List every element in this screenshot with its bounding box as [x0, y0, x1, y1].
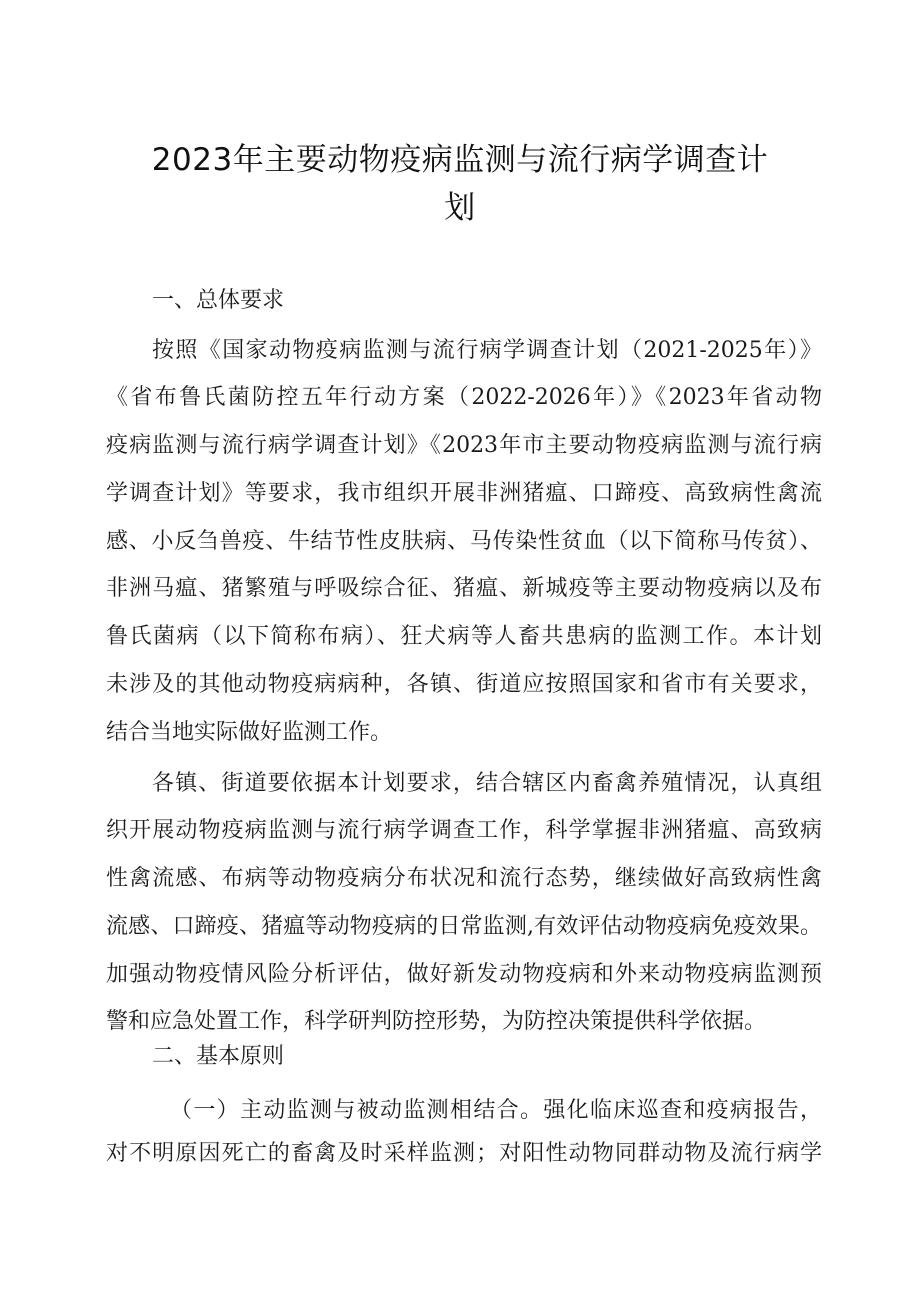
paragraph-1-line: 疫病监测与流行病学调查计划》《2023年市主要动物疫病监测与流行病 [106, 433, 822, 458]
paragraph-2-line: 性禽流感、布病等动物疫病分布状况和流行态势，继续做好高致病性禽 [106, 866, 822, 891]
paragraph-1-line: 《省布鲁氏菌防控五年行动方案（2022-2026年）》《2023年省动物 [106, 385, 822, 410]
paragraph-1-line: 按照《国家动物疫病监测与流行病学调查计划（2021-2025年）》 [152, 338, 822, 363]
document-title-line-1: 2023年主要动物疫病监测与流行病学调查计 [151, 142, 769, 178]
paragraph-2-line: 各镇、街道要依据本计划要求，结合辖区内畜禽养殖情况，认真组 [152, 771, 822, 796]
paragraph-3-line: （一）主动监测与被动监测相结合。强化临床巡查和疫病报告， [170, 1098, 822, 1123]
document-title-line-2: 划 [444, 190, 476, 226]
section-heading-basic-principles: 二、基本原则 [152, 1044, 285, 1069]
paragraph-2-line: 警和应急处置工作，科学研判防控形势，为防控决策提供科学依据。 [106, 1009, 767, 1034]
paragraph-1-line: 感、小反刍兽疫、牛结节性皮肤病、马传染性贫血（以下简称马传贫）、 [106, 529, 822, 554]
paragraph-1-line: 结合当地实际做好监测工作。 [106, 720, 393, 745]
paragraph-1-line: 非洲马瘟、猪繁殖与呼吸综合征、猪瘟、新城疫等主要动物疫病以及布 [106, 576, 822, 601]
paragraph-2-line: 流感、口蹄疫、猪瘟等动物疫病的日常监测,有效评估动物疫病免疫效果。 [106, 914, 822, 939]
paragraph-1-line: 未涉及的其他动物疫病病种，各镇、街道应按照国家和省市有关要求， [106, 672, 822, 697]
section-heading-general-requirements: 一、总体要求 [152, 288, 285, 313]
paragraph-1-line: 鲁氏菌病（以下简称布病）、狂犬病等人畜共患病的监测工作。本计划 [106, 624, 822, 649]
paragraph-3-line: 对不明原因死亡的畜禽及时采样监测；对阳性动物同群动物及流行病学 [106, 1141, 822, 1166]
paragraph-2-line: 加强动物疫情风险分析评估，做好新发动物疫病和外来动物疫病监测预 [106, 962, 822, 987]
paragraph-2-line: 织开展动物疫病监测与流行病学调查工作，科学掌握非洲猪瘟、高致病 [106, 818, 822, 843]
paragraph-1-line: 学调查计划》等要求，我市组织开展非洲猪瘟、口蹄疫、高致病性禽流 [106, 481, 822, 506]
